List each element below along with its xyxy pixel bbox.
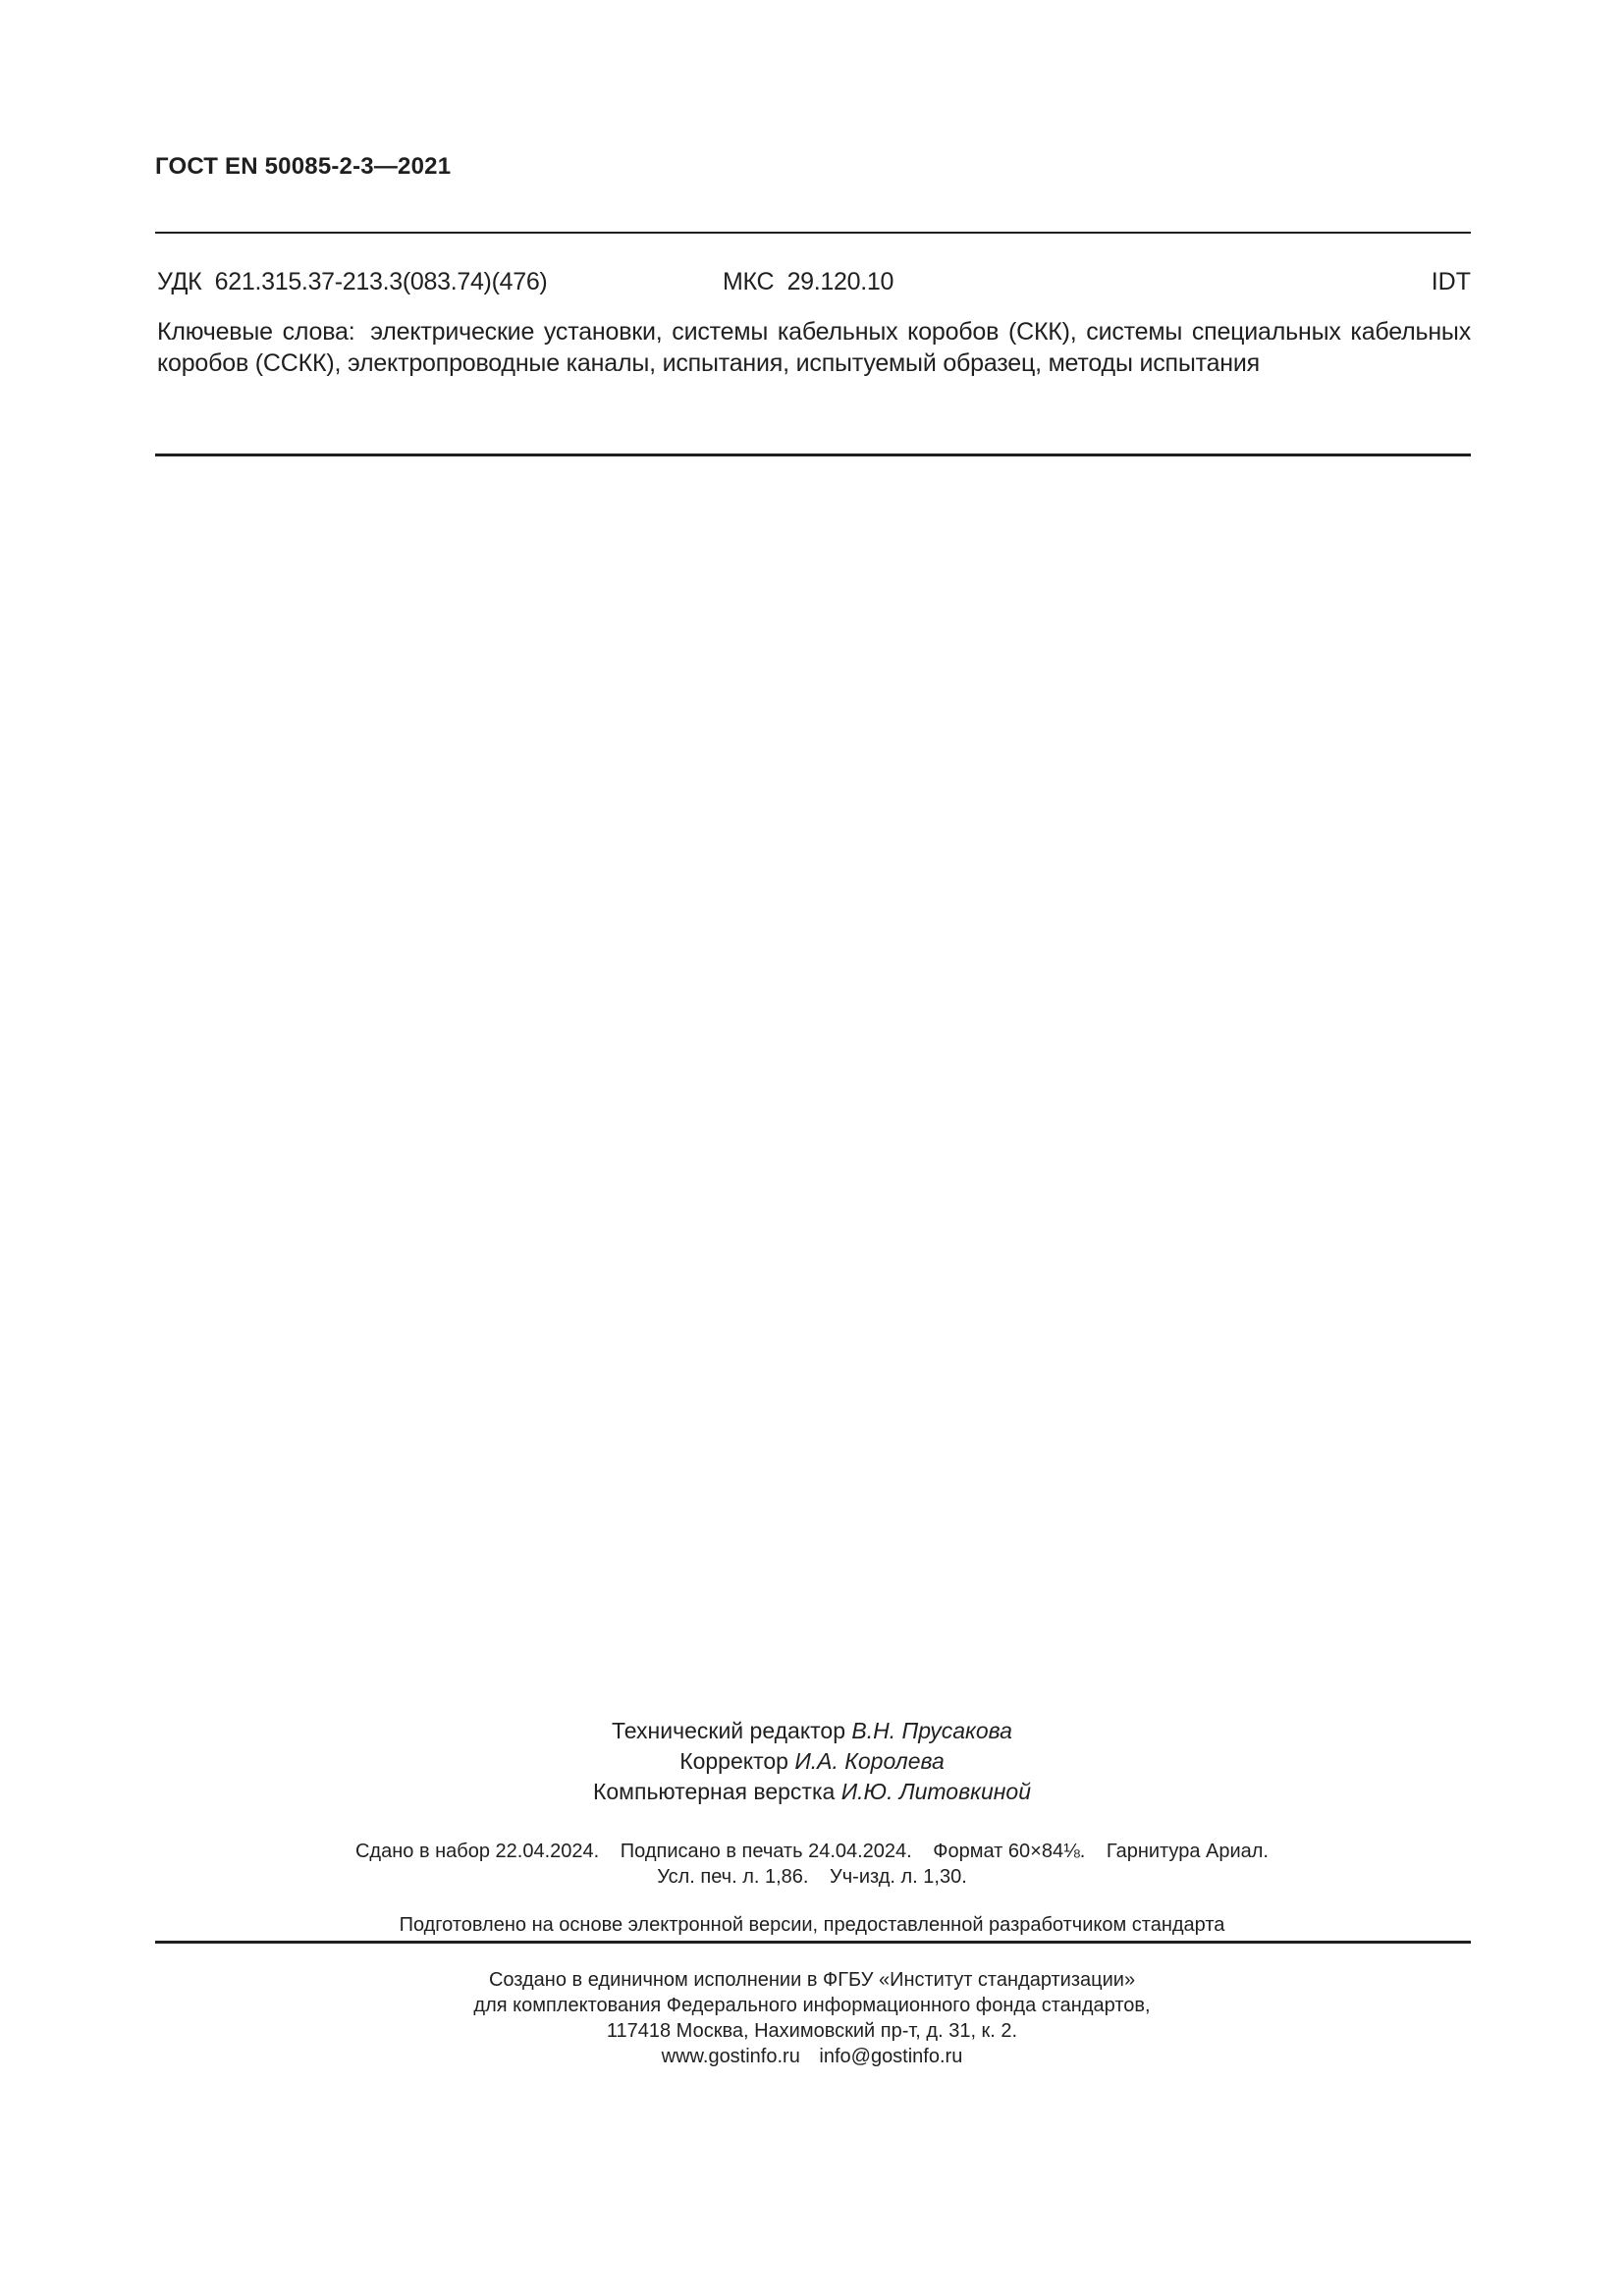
printed-sheets: Усл. печ. л. 1,86. (657, 1866, 809, 1888)
typeface: Гарнитура Ариал. (1106, 1841, 1269, 1862)
classification-row (157, 268, 1471, 301)
publisher-contacts (0, 2044, 1624, 2069)
credit-role: Компьютерная верстка (592, 1779, 836, 1804)
publisher-sheets: Уч-изд. л. 1,30. (830, 1866, 967, 1888)
credit-name: И.А. Королева (794, 1748, 945, 1774)
standard-code-header: ГОСТ EN 50085-2-3—2021 (155, 153, 452, 180)
credit-proofreader (0, 1746, 1624, 1777)
paper-format: Формат 60×84⅛. (933, 1841, 1086, 1862)
udk-label: УДК (157, 268, 202, 295)
editorial-credits (0, 1716, 1624, 1807)
mks-label: МКС (723, 268, 775, 295)
credit-role: Технический редактор (612, 1718, 846, 1743)
publisher-info (0, 1967, 1624, 2069)
submitted-date: Сдано в набор 22.04.2024. (354, 1841, 600, 1862)
udk-value: 621.315.37-213.3(083.74)(476) (214, 268, 548, 295)
prepared-note: Подготовлено на основе электронной версии, предоставленной разработчиком стандарта (399, 1914, 1225, 1936)
credit-name: И.Ю. Литовкиной (840, 1779, 1031, 1804)
publisher-line-2: для комплектования Федерального информационного фонда стандартов, (473, 1995, 1151, 2016)
email-link[interactable]: info@gostinfo.ru (819, 2046, 963, 2067)
print-info-line-1 (0, 1839, 1624, 1864)
credit-technical-editor (0, 1716, 1624, 1746)
keywords-divider (155, 454, 1471, 456)
keywords-text: электрические установки, системы кабельных коробов (СКК), системы специальных кабельных коробов (ССКК), электропроводные каналы, испытания, испытуемый образец, методы испытания (157, 318, 1471, 377)
credit-role: Корректор (679, 1748, 788, 1774)
website-link[interactable]: www.gostinfo.ru (661, 2046, 800, 2067)
print-info-line-2 (0, 1864, 1624, 1890)
publisher-line-1: Создано в единичном исполнении в ФГБУ «Институт стандартизации» (488, 1969, 1136, 1991)
equivalence-degree: IDT (1431, 268, 1471, 295)
keywords-paragraph (157, 316, 1471, 379)
udk-code (157, 268, 547, 296)
credit-layout (0, 1777, 1624, 1807)
signed-date: Подписано в печать 24.04.2024. (620, 1841, 912, 1862)
credit-name: В.Н. Прусакова (851, 1718, 1012, 1743)
bottom-divider (155, 1941, 1471, 1944)
keywords-label: Ключевые слова: (157, 318, 355, 346)
print-information (0, 1839, 1624, 1890)
mks-value: 29.120.10 (786, 268, 894, 295)
top-divider (155, 232, 1471, 234)
publisher-address: 117418 Москва, Нахимовский пр-т, д. 31, к. 2. (606, 2020, 1018, 2042)
mks-code (723, 268, 893, 296)
